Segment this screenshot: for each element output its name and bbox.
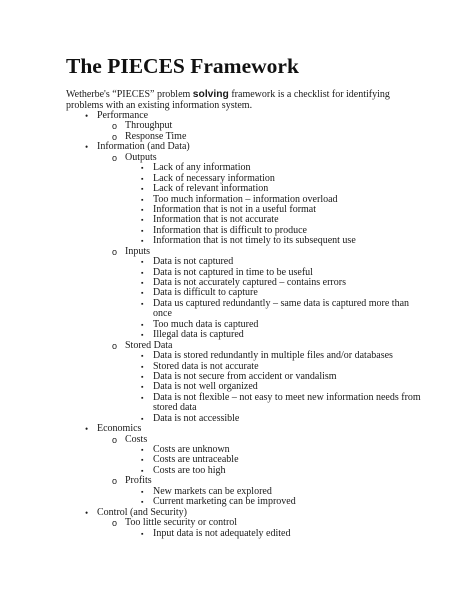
bullet-level-2: o [112, 131, 118, 142]
outline-item [0, 435, 474, 445]
outline-item [0, 236, 474, 246]
outline-item-text: Throughput [125, 120, 173, 132]
page-title: The PIECES Framework [66, 54, 299, 78]
outline-item [0, 132, 474, 142]
outline-item-text: Data is not flexible – not easy to meet new information needs from [153, 391, 421, 403]
outline-item-text: Costs are too high [153, 464, 226, 476]
outline-item-text: Information that is not timely to its subsequent use [153, 235, 356, 247]
bullet-level-2: o [112, 434, 118, 445]
outline-item-text: Illegal data is captured [153, 329, 244, 341]
outline-item-text: Response Time [125, 130, 187, 142]
outline-list [0, 111, 474, 539]
outline-item-text: Input data is not adequately edited [153, 527, 291, 539]
outline-item-text: Data is not captured in time to be useful [153, 266, 313, 278]
outline-item-text: Data is not accessible [153, 412, 240, 424]
outline-item [0, 121, 474, 131]
outline-item [0, 142, 474, 152]
outline-item-text: Data is stored redundantly in multiple files and/or databases [153, 350, 393, 362]
bullet-level-3: ▪ [141, 216, 144, 225]
bullet-level-3: ▪ [141, 466, 144, 475]
bullet-level-2: o [112, 518, 118, 529]
intro-prefix: Wetherbe's “PIECES” problem [66, 89, 193, 100]
intro-suffix: framework is a checklist for identifying [228, 89, 390, 100]
outline-item-text: Current marketing can be improved [153, 496, 296, 508]
outline-item [0, 466, 474, 476]
bullet-level-3: ▪ [141, 195, 144, 204]
outline-item-text: Costs [125, 433, 148, 445]
outline-item [0, 111, 474, 121]
outline-item [0, 414, 474, 424]
outline-item-text: Economics [97, 423, 142, 435]
outline-item-text: Too much data is captured [153, 318, 259, 330]
bullet-level-2: o [112, 476, 118, 487]
outline-item [0, 257, 474, 267]
outline-item [0, 455, 474, 465]
bullet-level-3: ▪ [141, 237, 144, 246]
bullet-level-3: ▪ [141, 268, 144, 277]
bullet-level-2: o [112, 152, 118, 163]
outline-item-text: Too little security or control [125, 517, 238, 529]
bullet-level-2: o [112, 340, 118, 351]
outline-item [0, 299, 474, 309]
outline-item-text: Information that is not in a useful format [153, 203, 317, 215]
outline-item-text: Stored data is not accurate [153, 360, 259, 372]
bullet-level-3: ▪ [141, 393, 144, 402]
outline-item-text: Performance [97, 110, 149, 121]
bullet-level-3: ▪ [141, 383, 144, 392]
outline-item [0, 330, 474, 340]
outline-item-text: Stored Data [125, 339, 173, 351]
bullet-level-3: ▪ [141, 362, 144, 371]
bullet-level-3: ▪ [141, 164, 144, 173]
outline-item-text: Inputs [125, 245, 150, 257]
outline-item-text: Information (and Data) [97, 141, 190, 153]
outline-item-text: Lack of any information [153, 162, 251, 174]
outline-item-text: Data is not accurately captured – contains errors [153, 277, 346, 288]
intro-line-2: problems with an existing information system. [66, 100, 253, 112]
outline-item-text: Information that is not accurate [153, 214, 279, 226]
bullet-level-1: • [85, 507, 89, 518]
outline-item-text: Information that is difficult to produce [153, 224, 307, 236]
outline-item-text: Data is not secure from accident or vandalism [153, 370, 337, 382]
outline-item-text: Control (and Security) [97, 506, 187, 518]
outline-item [0, 497, 474, 507]
bullet-level-1: • [85, 142, 89, 153]
outline-item [0, 529, 474, 539]
outline-item-text: Lack of necessary information [153, 172, 275, 184]
outline-item-text: Data is not well organized [153, 381, 258, 393]
outline-item [0, 393, 474, 403]
outline-item [0, 184, 474, 194]
outline-item-text: New markets can be explored [153, 485, 272, 497]
outline-item-text: Data is difficult to capture [153, 287, 258, 299]
outline-item-text: Costs are unknown [153, 444, 230, 455]
outline-item-text: Too much information – information overload [153, 193, 338, 205]
bullet-level-3: ▪ [141, 498, 144, 507]
outline-item [0, 247, 474, 257]
bullet-level-3: ▪ [141, 258, 144, 267]
bullet-level-3: ▪ [141, 446, 144, 454]
bullet-level-3: ▪ [141, 487, 144, 496]
bullet-level-1: • [85, 424, 89, 435]
outline-item-text: Costs are untraceable [153, 454, 239, 466]
bullet-level-3: ▪ [141, 205, 144, 214]
bullet-level-2: o [112, 246, 118, 257]
bullet-level-3: ▪ [141, 352, 144, 361]
outline-item-text: Data us captured redundantly – same data is captured more than [153, 297, 410, 309]
bullet-level-3: ▪ [141, 226, 144, 235]
bullet-level-3: ▪ [141, 320, 144, 329]
bullet-level-3: ▪ [141, 414, 144, 423]
bullet-level-3: ▪ [141, 185, 144, 194]
outline-item [0, 424, 474, 434]
outline-item-text: Outputs [125, 151, 157, 163]
bullet-level-3: ▪ [141, 289, 144, 298]
bullet-level-3: ▪ [141, 456, 144, 465]
bullet-level-3: ▪ [141, 279, 144, 287]
outline-item [0, 518, 474, 528]
bullet-level-3: ▪ [141, 331, 144, 340]
bullet-level-3: ▪ [141, 372, 144, 381]
bullet-level-1: • [85, 111, 89, 121]
outline-item [0, 508, 474, 518]
outline-item-text: Data is not captured [153, 256, 234, 268]
intro-emphasis: solving [192, 89, 229, 100]
bullet-level-2: o [112, 121, 118, 132]
bullet-level-3: ▪ [141, 529, 144, 538]
bullet-level-3: ▪ [141, 174, 144, 183]
bullet-level-3: ▪ [141, 299, 144, 308]
intro-paragraph [66, 89, 416, 111]
outline-item [0, 351, 474, 361]
outline-item-text: Profits [125, 475, 152, 487]
outline-item-text: stored data [153, 402, 197, 414]
outline-item-text: Lack of relevant information [153, 183, 269, 195]
outline-item-text: once [153, 308, 172, 320]
